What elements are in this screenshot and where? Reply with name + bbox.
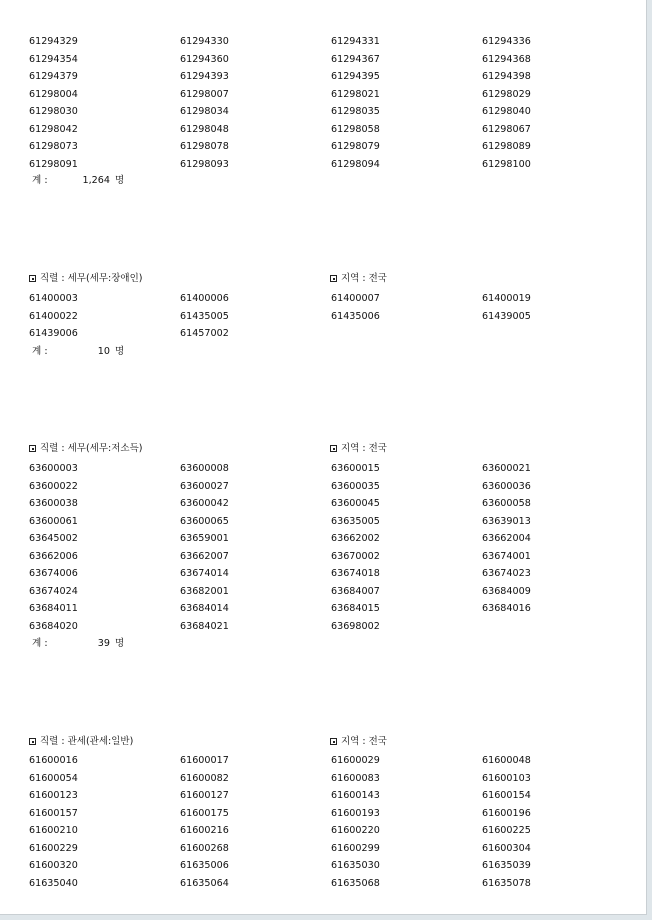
candidate-number: 61400007	[331, 293, 380, 304]
checkbox-square-icon	[330, 445, 337, 452]
section-total	[32, 174, 125, 188]
total-count: 39	[97, 638, 110, 649]
section-header-left: 직렬 : 세무(세무:저소득)	[29, 442, 142, 456]
candidate-number: 63674024	[29, 585, 78, 597]
candidate-number: 63684016	[482, 603, 531, 614]
candidate-number: 63639013	[482, 515, 531, 527]
candidate-number: 61298007	[180, 88, 229, 100]
candidate-number: 61600320	[29, 860, 78, 871]
candidate-number: 61600196	[482, 807, 531, 819]
candidate-number: 61600048	[482, 755, 531, 766]
candidate-number: 61294336	[482, 36, 531, 47]
candidate-number: 61600016	[29, 755, 78, 766]
total-label: 계 :	[32, 638, 48, 649]
checkbox-square-icon	[29, 275, 36, 282]
candidate-number: 61435006	[331, 310, 380, 322]
candidate-number: 61600229	[29, 842, 78, 854]
candidate-number: 61600029	[331, 755, 380, 766]
candidate-number: 61600225	[482, 825, 531, 836]
candidate-number: 61600216	[180, 825, 229, 836]
candidate-number: 61298067	[482, 123, 531, 135]
candidate-number: 61298040	[482, 106, 531, 117]
candidate-number: 63600042	[180, 498, 229, 509]
candidate-number: 61298089	[482, 141, 531, 152]
candidate-number: 61298094	[331, 158, 380, 170]
candidate-number: 61294395	[331, 71, 380, 82]
candidate-number: 61600210	[29, 825, 78, 836]
candidate-number: 61600054	[29, 772, 78, 784]
candidate-number: 61294379	[29, 71, 78, 82]
candidate-number: 61435005	[180, 310, 229, 322]
candidate-number: 63600058	[482, 498, 531, 509]
candidate-number: 61635030	[331, 860, 380, 871]
candidate-number: 63600065	[180, 515, 229, 527]
candidate-number: 61600193	[331, 807, 380, 819]
candidate-number: 63600036	[482, 480, 531, 492]
candidate-number: 61298058	[331, 123, 380, 135]
candidate-number: 61298004	[29, 88, 78, 100]
candidate-number: 61298073	[29, 141, 78, 152]
candidate-number: 63600035	[331, 480, 380, 492]
section-total	[32, 345, 125, 359]
candidate-number: 63670002	[331, 550, 380, 562]
candidate-number: 63674014	[180, 568, 229, 579]
candidate-number: 63682001	[180, 585, 229, 597]
candidate-number: 63674023	[482, 568, 531, 579]
total-count: 1,264	[82, 175, 110, 186]
candidate-number: 63674001	[482, 550, 531, 562]
section-header-right: 지역 : 전국	[330, 272, 387, 286]
candidate-number: 61457002	[180, 328, 229, 339]
candidate-number: 61635068	[331, 877, 380, 889]
candidate-number: 61400019	[482, 293, 531, 304]
candidate-number: 61600127	[180, 790, 229, 801]
candidate-number: 61298091	[29, 158, 78, 170]
candidate-number: 61294368	[482, 53, 531, 65]
candidate-number: 61600103	[482, 772, 531, 784]
candidate-number: 63600022	[29, 480, 78, 492]
candidate-number: 63662006	[29, 550, 78, 562]
candidate-number: 61400022	[29, 310, 78, 322]
candidate-number: 63600021	[482, 463, 531, 474]
candidate-number: 61600175	[180, 807, 229, 819]
section-total	[32, 637, 125, 651]
candidate-number: 63662002	[331, 533, 380, 544]
candidate-number: 63600015	[331, 463, 380, 474]
candidate-number: 63674018	[331, 568, 380, 579]
candidate-number: 63662007	[180, 550, 229, 562]
candidate-number: 61298034	[180, 106, 229, 117]
checkbox-square-icon	[330, 275, 337, 282]
candidate-number: 61294398	[482, 71, 531, 82]
candidate-number: 63674006	[29, 568, 78, 579]
candidate-number: 61298029	[482, 88, 531, 100]
candidate-number: 61298042	[29, 123, 78, 135]
candidate-number: 61400006	[180, 293, 229, 304]
candidate-number: 61600299	[331, 842, 380, 854]
checkbox-square-icon	[330, 738, 337, 745]
candidate-number: 61635006	[180, 860, 229, 871]
section-header-right: 지역 : 전국	[330, 442, 387, 456]
candidate-number: 63600003	[29, 463, 78, 474]
candidate-number: 63600008	[180, 463, 229, 474]
candidate-number: 61600017	[180, 755, 229, 766]
candidate-number: 61600157	[29, 807, 78, 819]
candidate-number: 63645002	[29, 533, 78, 544]
candidate-number: 61298048	[180, 123, 229, 135]
candidate-number: 61635039	[482, 860, 531, 871]
candidate-number: 61400003	[29, 293, 78, 304]
candidate-number: 63684009	[482, 585, 531, 597]
candidate-number: 61298093	[180, 158, 229, 170]
candidate-number: 61635078	[482, 877, 531, 889]
candidate-number: 61600304	[482, 842, 531, 854]
total-unit: 명	[115, 175, 125, 186]
candidate-number: 61635040	[29, 877, 78, 889]
candidate-number: 61600123	[29, 790, 78, 801]
candidate-number: 63684015	[331, 603, 380, 614]
candidate-number: 61635064	[180, 877, 229, 889]
checkbox-square-icon	[29, 445, 36, 452]
candidate-number: 63684011	[29, 603, 78, 614]
candidate-number: 61294393	[180, 71, 229, 82]
checkbox-square-icon	[29, 738, 36, 745]
candidate-number: 61294330	[180, 36, 229, 47]
candidate-number: 63600038	[29, 498, 78, 509]
candidate-number: 63600027	[180, 480, 229, 492]
total-count: 10	[97, 346, 110, 357]
section-header-right: 지역 : 전국	[330, 735, 387, 749]
candidate-number: 61600082	[180, 772, 229, 784]
candidate-number: 61600143	[331, 790, 380, 801]
candidate-number: 61439006	[29, 328, 78, 339]
total-unit: 명	[115, 638, 125, 649]
total-label: 계 :	[32, 175, 48, 186]
candidate-number: 61294329	[29, 36, 78, 47]
candidate-number: 61294354	[29, 53, 78, 65]
candidate-number: 61600220	[331, 825, 380, 836]
candidate-number: 63635005	[331, 515, 380, 527]
candidate-number: 61298030	[29, 106, 78, 117]
section-header-left: 직렬 : 관세(관세:일반)	[29, 735, 133, 749]
candidate-number: 63684014	[180, 603, 229, 614]
total-unit: 명	[115, 346, 125, 357]
candidate-number: 61298100	[482, 158, 531, 170]
candidate-number: 61298078	[180, 141, 229, 152]
candidate-number: 61600083	[331, 772, 380, 784]
candidate-number: 61439005	[482, 310, 531, 322]
candidate-number: 61298021	[331, 88, 380, 100]
candidate-number: 63684020	[29, 620, 78, 632]
candidate-number: 63698002	[331, 620, 380, 632]
candidate-number: 63600061	[29, 515, 78, 527]
total-label: 계 :	[32, 346, 48, 357]
candidate-number: 63659001	[180, 533, 229, 544]
candidate-number: 61298035	[331, 106, 380, 117]
candidate-number: 61600154	[482, 790, 531, 801]
candidate-number: 61294331	[331, 36, 380, 47]
candidate-number: 63662004	[482, 533, 531, 544]
candidate-number: 63684021	[180, 620, 229, 632]
candidate-number: 63600045	[331, 498, 380, 509]
section-header-left: 직렬 : 세무(세무:장애인)	[29, 272, 142, 286]
candidate-number: 61600268	[180, 842, 229, 854]
candidate-number: 61294367	[331, 53, 380, 65]
candidate-number: 61298079	[331, 141, 380, 152]
candidate-number: 61294360	[180, 53, 229, 65]
candidate-number: 63684007	[331, 585, 380, 597]
